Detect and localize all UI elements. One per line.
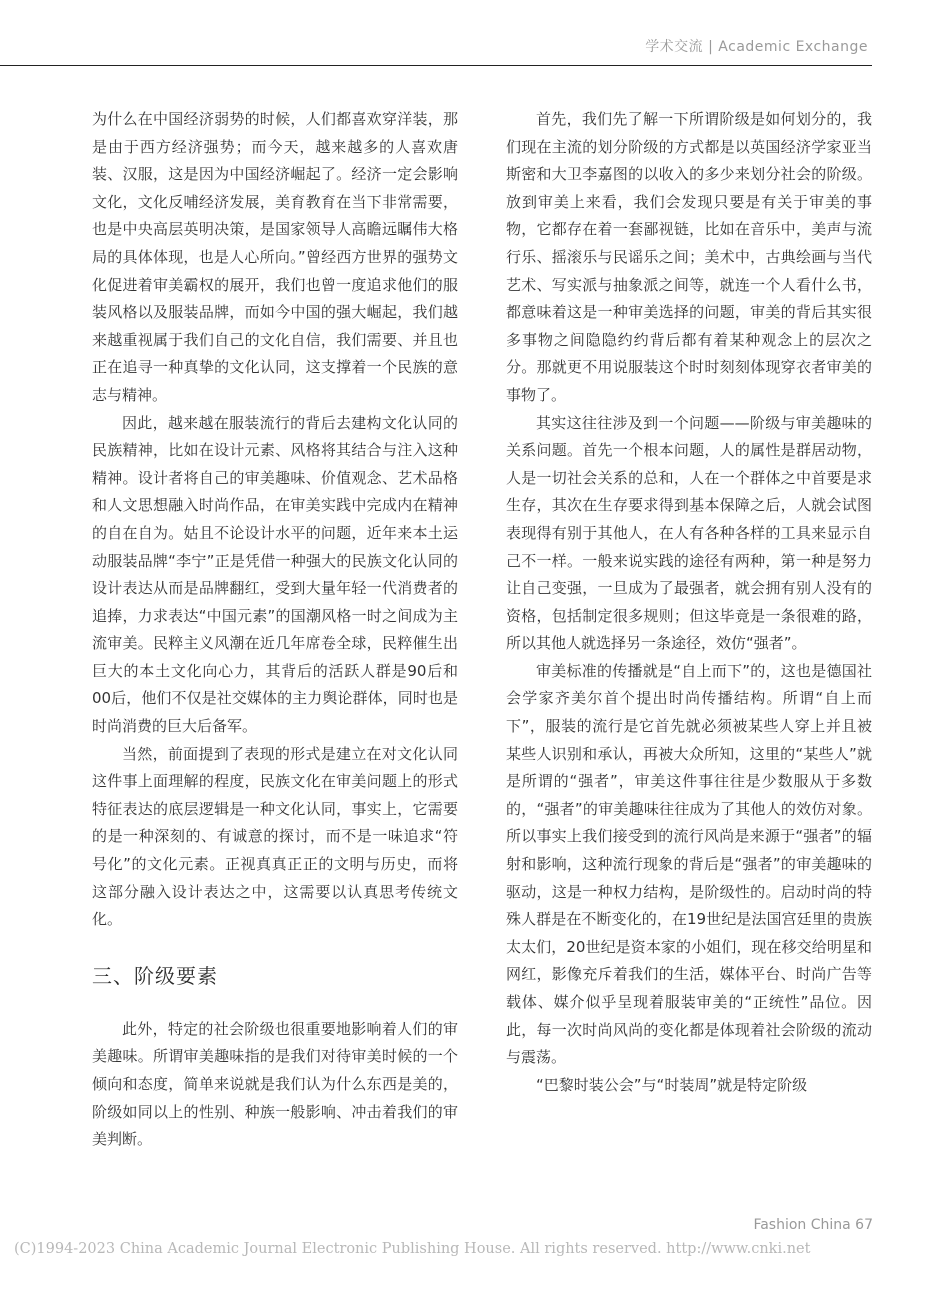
right-column [506, 106, 872, 1099]
section-title: 三、阶级要素 [92, 963, 218, 988]
paragraph: 当然，前面提到了表现的形式是建立在对文化认同这件事上面理解的程度，民族文化在审美问题上的形式特征表达的底层逻辑是一种文化认同，事实上，它需要的是一种深刻的、有诚意的探讨，而不是一味追求“符号化”的文化元素。正视真真正正的文明与历史，而将这部分融入设计表达之中，这需要以认真思考传统文化。 [92, 744, 458, 929]
header-rule [0, 65, 872, 66]
paragraph: “巴黎时装公会”与“时装周”就是特定阶级 [536, 1075, 808, 1094]
paragraph: 此外，特定的社会阶级也很重要地影响着人们的审美趣味。所谓审美趣味指的是我们对待审美时候的一个倾向和态度，简单来说就是我们认为什么东西是美的，阶级如同以上的性别、种族一般影响、冲击着我们的审美判断。 [92, 1019, 458, 1149]
paragraph: 审美标准的传播就是“自上而下”的，这也是德国社会学家齐美尔首个提出时尚传播结构。所谓“自上而下”，服装的流行是它首先就必须被某些人穿上并且被某些人识别和承认，再被大众所知，这里的“某些人”就是所谓的“强者”，审美这件事往往是少数服从于多数的，“强者”的审美趣味往往成为了其他人的效仿对象。所以事实上我们接受到的流行风尚是来源于“强者”的辐射和影响，这种流行现象的背后是“强者”的审美趣味的驱动，这是一种权力结构，是阶级性的。启动时尚的特殊人群是在不断变化的，在19世纪是法国宫廷里的贵族太太们，20世纪是资本家的小姐们，现在移交给明星和网红，影像充斥着我们的生活，媒体平台、时尚广告等载体、媒介似乎呈现着服装审美的“正统性”品位。因此，每一次时尚风尚的变化都是体现着社会阶级的流动与震荡。 [506, 661, 872, 1067]
paragraph: 因此，越来越在服装流行的背后去建构文化认同的民族精神，比如在设计元素、风格将其结合与注入这种精神。设计者将自己的审美趣味、价值观念、艺术品格和人文思想融入时尚作品，在审美实践中完成内在精神的自在自为。姑且不论设计水平的问题，近年来本土运动服装品牌“李宁”正是凭借一种强大的民族文化认同的设计表达从而是品牌翻红，受到大量年轻一代消费者的追捧，力求表达“中国元素”的国潮风格一时之间成为主流审美。民粹主义风潮在近几年席卷全球，民粹催生出巨大的本土文化向心力，其背后的活跃人群是90后和00后，他们不仅是社交媒体的主力舆论群体，同时也是时尚消费的巨大后备军。 [92, 413, 458, 736]
page-footer: Fashion China 67 [753, 1217, 873, 1233]
paragraph: 为什么在中国经济弱势的时候，人们都喜欢穿洋装，那是由于西方经济强势；而今天，越来越多的人喜欢唐装、汉服，这是因为中国经济崛起了。经济一定会影响文化，文化反哺经济发展，美育教育在当下非常需要，也是中央高层英明决策，是国家领导人高瞻远瞩伟大格局的具体体现，也是人心所向。”曾经西方世界的强势文化促进着审美霸权的展开，我们也曾一度追求他们的服装风格以及服装品牌，而如今中国的强大崛起，我们越来越重视属于我们自己的文化自信，我们需要、并且也正在追寻一种真挚的文化认同，这支撑着一个民族的意志与精神。 [92, 110, 458, 404]
paragraph: 首先，我们先了解一下所谓阶级是如何划分的，我们现在主流的划分阶级的方式都是以英国经济学家亚当斯密和大卫李嘉图的以收入的多少来划分社会的阶级。放到审美上来看，我们会发现只要是有关于审美的事物，它都存在着一套鄙视链，比如在音乐中，美声与流行乐、摇滚乐与民谣乐之间；美术中，古典绘画与当代艺术、写实派与抽象派之间等，就连一个人看什么书，都意味着这是一种审美选择的问题，审美的背后其实很多事物之间隐隐约约背后都有着某种观念上的层次之分。那就更不用说服装这个时时刻刻体现穿衣者审美的事物了。 [506, 110, 872, 404]
copyright-watermark: (C)1994-2023 China Academic Journal Electronic Publishing House. All rights reserved. http://www.cnki.net [14, 1241, 811, 1257]
paragraph: 其实这往往涉及到一个问题——阶级与审美趣味的关系问题。首先一个根本问题，人的属性是群居动物，人是一切社会关系的总和，人在一个群体之中首要是求生存，其次在生存要求得到基本保障之后，人就会试图表现得有别于其他人，在人有各种各样的工具来显示自己不一样。一般来说实践的途径有两种，第一种是努力让自己变强，一旦成为了最强者，就会拥有别人没有的资格，包括制定很多规则；但这毕竟是一条很难的路，所以其他人就选择另一条途径，效仿“强者”。 [506, 413, 872, 653]
running-header: 学术交流 | Academic Exchange [645, 39, 868, 55]
left-column [92, 106, 458, 1154]
